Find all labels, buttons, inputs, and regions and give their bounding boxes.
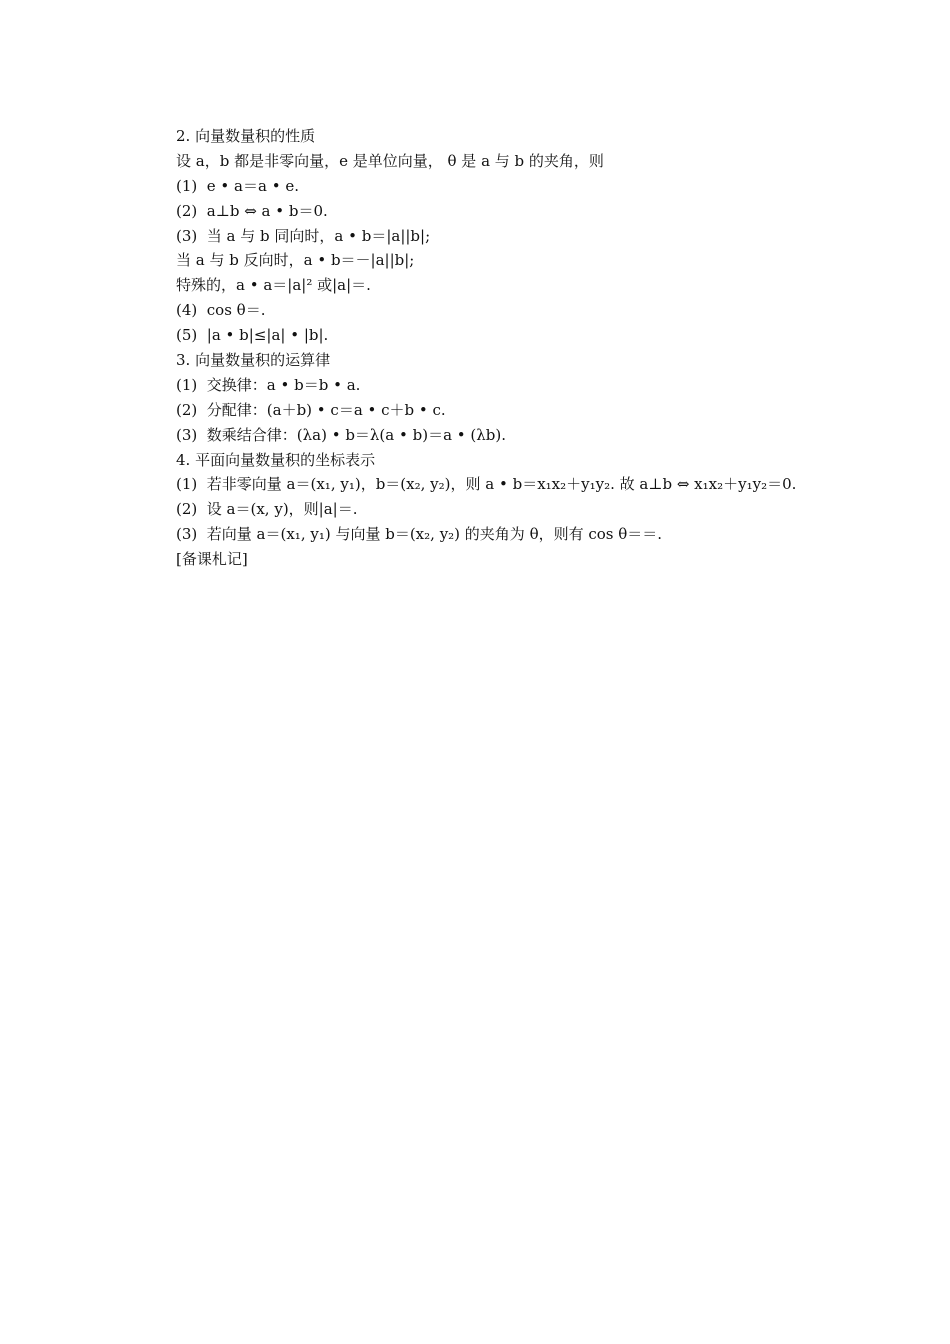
property-3-special-case: 特殊的，a • a＝|a|² 或|a|＝.: [176, 276, 371, 295]
property-5: (5) |a • b|≤|a| • |b|.: [176, 326, 329, 345]
law-distributive: (2) 分配律：(a＋b) • c＝a • c＋b • c.: [176, 400, 446, 419]
section-heading-laws: 3. 向量数量积的运算律: [176, 351, 331, 370]
coordinate-rule-1: (1) 若非零向量 a＝(x₁, y₁)，b＝(x₂, y₂)，则 a • b＝x₁x₂＋y₁y₂. 故 a⊥b ⇔ x₁x₂＋y₁y₂＝0.: [176, 475, 797, 494]
section-heading-properties: 2. 向量数量积的性质: [176, 127, 316, 145]
document-body: [176, 124, 876, 572]
property-4: (4) cos θ＝.: [176, 301, 266, 320]
law-commutative: (1) 交换律：a • b＝b • a.: [176, 375, 361, 394]
law-scalar-associative: (3) 数乘结合律：(λa) • b＝λ(a • b)＝a • (λb).: [176, 425, 506, 444]
property-1: (1) e • a＝a • e.: [176, 176, 299, 195]
coordinate-rule-2: (2) 设 a＝(x, y)，则|a|＝.: [176, 500, 358, 519]
lesson-notes-heading: [备课札记]: [176, 550, 248, 569]
property-2: (2) a⊥b ⇔ a • b＝0.: [176, 201, 328, 220]
property-3-opposite-direction: 当 a 与 b 反向时，a • b＝－|a||b|;: [176, 251, 415, 270]
coordinate-rule-3: (3) 若向量 a＝(x₁, y₁) 与向量 b＝(x₂, y₂) 的夹角为 θ，则有 cos θ＝＝.: [176, 525, 663, 544]
property-3-same-direction: (3) 当 a 与 b 同向时，a • b＝|a||b|;: [176, 226, 431, 245]
section-heading-coordinates: 4. 平面向量数量积的坐标表示: [176, 450, 376, 469]
premise-line: 设 a，b 都是非零向量，e 是单位向量， θ 是 a 与 b 的夹角，则: [176, 151, 604, 170]
